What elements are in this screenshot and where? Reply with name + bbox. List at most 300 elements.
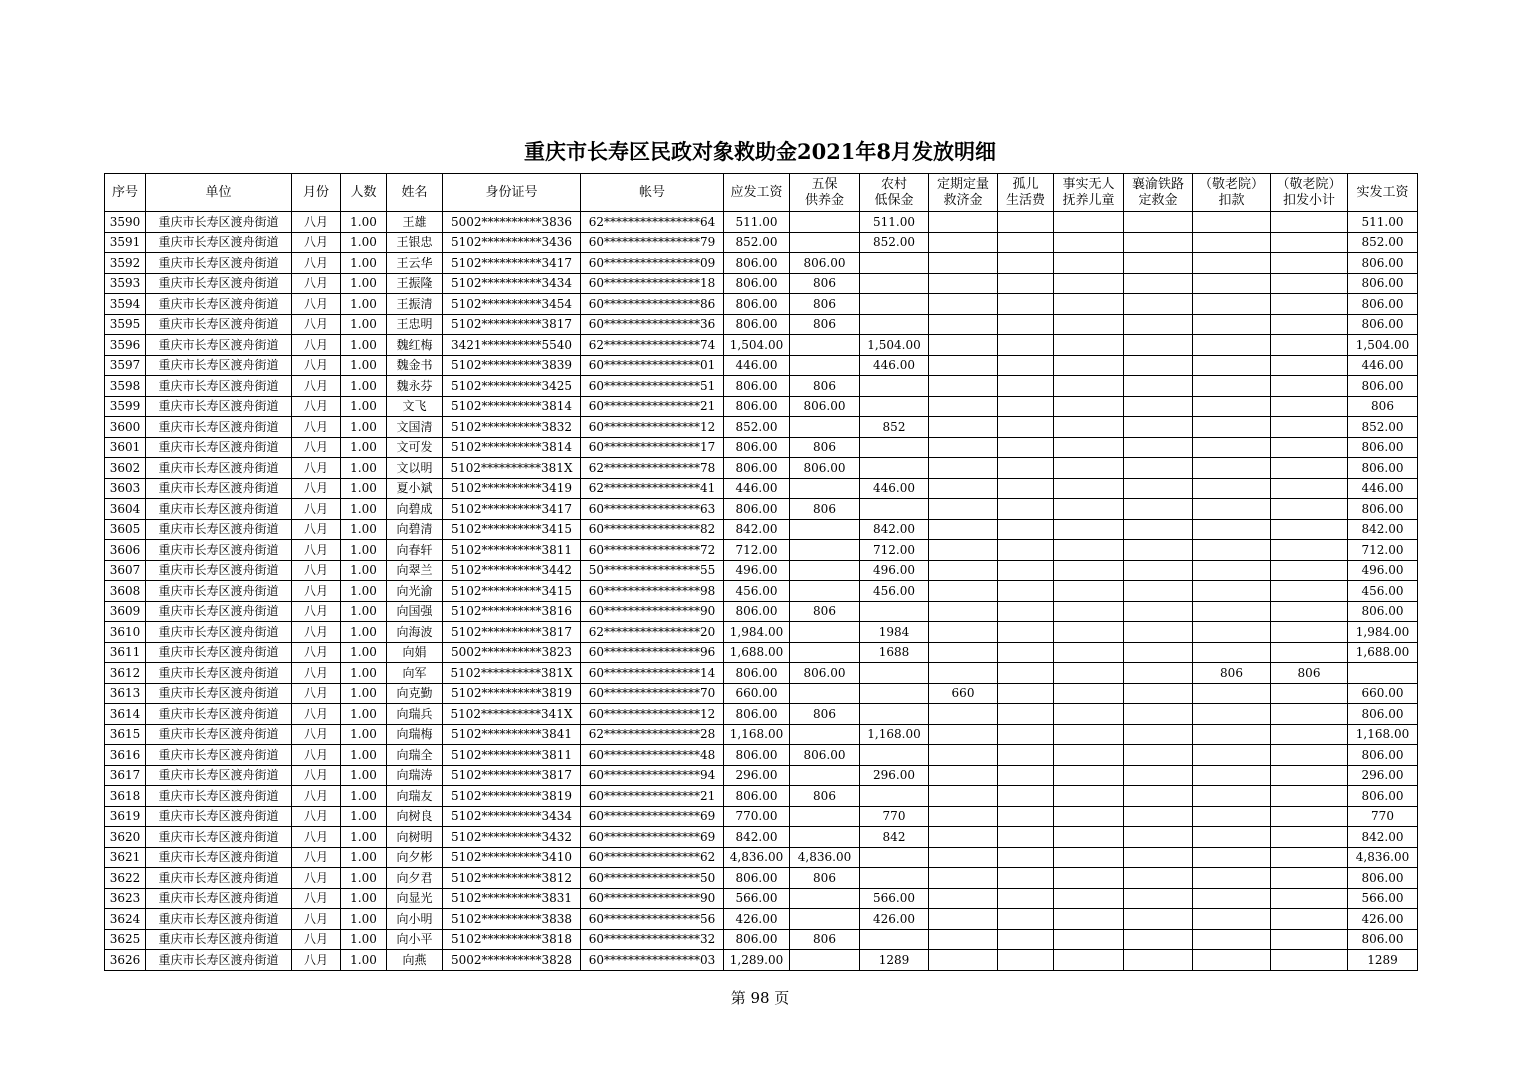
table-cell	[929, 355, 998, 376]
table-cell	[1271, 376, 1348, 397]
table-cell: 1.00	[341, 314, 387, 335]
table-cell: 3612	[105, 663, 146, 684]
table-cell: 八月	[292, 601, 341, 622]
table-cell: 842.00	[1348, 519, 1418, 540]
page-title: 重庆市长寿区民政对象救助金2021年8月发放明细	[523, 139, 997, 164]
table-cell: 八月	[292, 376, 341, 397]
table-cell: 3590	[105, 212, 146, 233]
table-row	[105, 683, 1418, 704]
table-cell: 八月	[292, 786, 341, 807]
table-cell: 3620	[105, 827, 146, 848]
table-cell	[1193, 355, 1271, 376]
table-cell	[1124, 745, 1193, 766]
table-cell: 770.00	[724, 806, 790, 827]
table-cell: 5102**********3817	[443, 622, 581, 643]
table-cell: 852.00	[724, 232, 790, 253]
table-cell: 重庆市长寿区渡舟街道	[146, 376, 292, 397]
table-cell	[929, 335, 998, 356]
table-cell	[929, 724, 998, 745]
table-cell	[1054, 417, 1124, 438]
table-cell: 1.00	[341, 253, 387, 274]
table-cell	[1124, 827, 1193, 848]
table-cell	[1124, 458, 1193, 479]
table-cell	[998, 273, 1054, 294]
table-cell	[998, 745, 1054, 766]
table-cell: 1.00	[341, 745, 387, 766]
table-cell: 向树良	[387, 806, 443, 827]
table-cell	[1054, 519, 1124, 540]
table-cell: 446.00	[860, 478, 929, 499]
table-cell	[1124, 335, 1193, 356]
table-cell: 5102**********3434	[443, 273, 581, 294]
table-cell	[790, 765, 860, 786]
table-cell	[1271, 704, 1348, 725]
table-cell	[1193, 273, 1271, 294]
table-cell: 5102**********3831	[443, 888, 581, 909]
table-cell: 426.00	[860, 909, 929, 930]
table-cell: 806	[790, 601, 860, 622]
table-cell	[790, 888, 860, 909]
table-cell: 806.00	[1348, 499, 1418, 520]
table-cell: 向瑞涛	[387, 765, 443, 786]
table-cell: 806.00	[724, 704, 790, 725]
table-cell	[1054, 847, 1124, 868]
table-cell: 1.00	[341, 683, 387, 704]
table-cell	[790, 909, 860, 930]
table-cell: 八月	[292, 355, 341, 376]
table-cell	[790, 335, 860, 356]
table-row	[105, 909, 1418, 930]
table-cell: 5102**********3425	[443, 376, 581, 397]
table-cell	[790, 232, 860, 253]
table-cell	[1271, 909, 1348, 930]
table-cell: 重庆市长寿区渡舟街道	[146, 314, 292, 335]
table-cell: 1.00	[341, 601, 387, 622]
table-cell: 3596	[105, 335, 146, 356]
table-cell: 60****************98	[581, 581, 724, 602]
table-cell	[860, 683, 929, 704]
table-cell	[1193, 950, 1271, 971]
table-cell: 重庆市长寿区渡舟街道	[146, 335, 292, 356]
table-cell: 806.00	[790, 253, 860, 274]
table-cell: 重庆市长寿区渡舟街道	[146, 478, 292, 499]
table-cell	[860, 704, 929, 725]
table-cell: 重庆市长寿区渡舟街道	[146, 745, 292, 766]
table-cell: 806.00	[1348, 253, 1418, 274]
table-cell: 806.00	[724, 253, 790, 274]
table-cell	[929, 253, 998, 274]
table-cell: 60****************12	[581, 417, 724, 438]
table-cell	[1193, 212, 1271, 233]
table-cell: 62****************20	[581, 622, 724, 643]
table-cell	[1271, 745, 1348, 766]
table-cell	[1124, 601, 1193, 622]
table-cell	[998, 950, 1054, 971]
table-cell: 1.00	[341, 212, 387, 233]
table-cell: 3591	[105, 232, 146, 253]
table-cell	[1054, 827, 1124, 848]
table-cell	[998, 519, 1054, 540]
table-cell	[929, 478, 998, 499]
table-cell: 60****************62	[581, 847, 724, 868]
table-cell: 60****************51	[581, 376, 724, 397]
table-cell	[998, 868, 1054, 889]
table-cell: 王银忠	[387, 232, 443, 253]
table-cell: 3601	[105, 437, 146, 458]
table-cell: 1.00	[341, 663, 387, 684]
table-cell: 806	[1348, 396, 1418, 417]
table-cell: 3625	[105, 929, 146, 950]
table-cell	[790, 622, 860, 643]
table-row	[105, 294, 1418, 315]
table-cell: 向克勤	[387, 683, 443, 704]
table-cell: 重庆市长寿区渡舟街道	[146, 888, 292, 909]
table-cell: 806.00	[724, 929, 790, 950]
table-cell: 1.00	[341, 888, 387, 909]
table-row	[105, 642, 1418, 663]
table-cell	[860, 868, 929, 889]
table-cell	[860, 786, 929, 807]
table-cell: 3608	[105, 581, 146, 602]
table-cell	[1054, 355, 1124, 376]
table-cell	[1054, 335, 1124, 356]
table-cell	[1124, 683, 1193, 704]
table-cell: 1,504.00	[860, 335, 929, 356]
table-cell	[998, 253, 1054, 274]
table-cell: 60****************70	[581, 683, 724, 704]
table-cell	[860, 314, 929, 335]
table-cell: 5102**********3817	[443, 765, 581, 786]
table-cell	[1054, 294, 1124, 315]
table-cell	[1193, 499, 1271, 520]
table-cell	[1193, 376, 1271, 397]
table-cell	[1193, 929, 1271, 950]
table-cell: 296.00	[860, 765, 929, 786]
table-cell: 806.00	[724, 396, 790, 417]
table-cell	[1193, 786, 1271, 807]
table-cell	[1124, 294, 1193, 315]
table-cell: 3613	[105, 683, 146, 704]
table-cell: 3600	[105, 417, 146, 438]
table-cell: 八月	[292, 683, 341, 704]
table-cell: 496.00	[724, 560, 790, 581]
table-cell: 向瑞友	[387, 786, 443, 807]
table-cell: 4,836.00	[724, 847, 790, 868]
table-cell	[1193, 335, 1271, 356]
table-cell	[860, 437, 929, 458]
table-cell: 62****************64	[581, 212, 724, 233]
table-cell: 496.00	[860, 560, 929, 581]
table-cell	[1193, 540, 1271, 561]
table-cell	[790, 581, 860, 602]
table-cell	[998, 847, 1054, 868]
table-cell: 八月	[292, 581, 341, 602]
table-cell: 八月	[292, 806, 341, 827]
table-cell	[1193, 417, 1271, 438]
table-cell: 806.00	[1348, 376, 1418, 397]
table-cell: 1,289.00	[724, 950, 790, 971]
table-cell: 62****************41	[581, 478, 724, 499]
table-cell: 重庆市长寿区渡舟街道	[146, 663, 292, 684]
table-cell: 806	[790, 273, 860, 294]
table-cell: 八月	[292, 232, 341, 253]
table-cell	[1054, 376, 1124, 397]
table-cell: 60****************21	[581, 786, 724, 807]
table-cell: 1.00	[341, 704, 387, 725]
table-cell: 62****************78	[581, 458, 724, 479]
column-header: 单位	[146, 174, 292, 212]
table-cell: 456.00	[724, 581, 790, 602]
table-cell	[1124, 909, 1193, 930]
column-header: 应发工资	[724, 174, 790, 212]
table-cell: 566.00	[1348, 888, 1418, 909]
table-cell: 60****************82	[581, 519, 724, 540]
table-cell	[929, 909, 998, 930]
table-cell: 重庆市长寿区渡舟街道	[146, 724, 292, 745]
table-cell	[1193, 253, 1271, 274]
table-cell: 712.00	[860, 540, 929, 561]
table-cell: 3623	[105, 888, 146, 909]
table-cell: 重庆市长寿区渡舟街道	[146, 642, 292, 663]
table-cell	[929, 396, 998, 417]
table-cell: 1.00	[341, 950, 387, 971]
table-row	[105, 478, 1418, 499]
table-cell	[1271, 540, 1348, 561]
table-cell	[860, 376, 929, 397]
table-cell: 向光渝	[387, 581, 443, 602]
table-cell: 向翠兰	[387, 560, 443, 581]
table-cell: 5102**********3434	[443, 806, 581, 827]
table-cell	[1271, 478, 1348, 499]
table-cell: 重庆市长寿区渡舟街道	[146, 437, 292, 458]
table-cell: 3614	[105, 704, 146, 725]
table-cell: 1,504.00	[1348, 335, 1418, 356]
table-cell: 5002**********3828	[443, 950, 581, 971]
table-cell	[860, 929, 929, 950]
table-cell: 5102**********3454	[443, 294, 581, 315]
table-row	[105, 724, 1418, 745]
table-cell: 八月	[292, 642, 341, 663]
table-cell	[860, 601, 929, 622]
table-cell: 1289	[1348, 950, 1418, 971]
table-cell: 5102**********3432	[443, 827, 581, 848]
table-cell: 806.00	[790, 745, 860, 766]
table-cell	[1054, 786, 1124, 807]
table-cell: 3599	[105, 396, 146, 417]
table-cell: 806.00	[790, 458, 860, 479]
table-cell: 5102**********3839	[443, 355, 581, 376]
table-cell: 60****************48	[581, 745, 724, 766]
table-cell	[1271, 847, 1348, 868]
table-cell	[929, 663, 998, 684]
table-cell: 1.00	[341, 581, 387, 602]
table-cell	[998, 212, 1054, 233]
table-cell: 456.00	[860, 581, 929, 602]
table-cell	[1193, 232, 1271, 253]
table-cell	[1271, 581, 1348, 602]
table-cell: 重庆市长寿区渡舟街道	[146, 560, 292, 581]
table-row	[105, 560, 1418, 581]
table-cell: 770	[860, 806, 929, 827]
table-cell	[1124, 929, 1193, 950]
table-cell	[1054, 581, 1124, 602]
table-cell: 712.00	[724, 540, 790, 561]
table-cell: 3605	[105, 519, 146, 540]
table-cell: 重庆市长寿区渡舟街道	[146, 499, 292, 520]
table-cell: 806.00	[1348, 314, 1418, 335]
table-row	[105, 847, 1418, 868]
table-cell: 1.00	[341, 786, 387, 807]
table-cell: 852.00	[860, 232, 929, 253]
table-cell: 3617	[105, 765, 146, 786]
table-cell	[1271, 888, 1348, 909]
table-cell	[1054, 765, 1124, 786]
table-cell	[1054, 314, 1124, 335]
table-cell	[1193, 314, 1271, 335]
header-row	[105, 174, 1418, 212]
table-cell	[1193, 724, 1271, 745]
table-cell: 5102**********3817	[443, 314, 581, 335]
table-cell: 806	[790, 929, 860, 950]
column-header: 序号	[105, 174, 146, 212]
table-cell	[1193, 683, 1271, 704]
table-row	[105, 827, 1418, 848]
table-cell	[998, 642, 1054, 663]
table-cell: 八月	[292, 663, 341, 684]
table-cell	[998, 294, 1054, 315]
table-cell: 5102**********3442	[443, 560, 581, 581]
table-cell: 1.00	[341, 929, 387, 950]
table-cell	[1348, 663, 1418, 684]
table-cell	[790, 560, 860, 581]
table-cell: 重庆市长寿区渡舟街道	[146, 273, 292, 294]
table-cell	[1193, 642, 1271, 663]
table-cell	[1124, 622, 1193, 643]
table-cell: 重庆市长寿区渡舟街道	[146, 868, 292, 889]
table-cell: 5102**********3814	[443, 396, 581, 417]
table-cell	[998, 622, 1054, 643]
table-cell: 八月	[292, 540, 341, 561]
table-cell: 842.00	[724, 827, 790, 848]
table-cell: 1688	[860, 642, 929, 663]
table-cell: 重庆市长寿区渡舟街道	[146, 847, 292, 868]
table-cell	[1054, 396, 1124, 417]
table-cell	[929, 314, 998, 335]
table-cell	[998, 335, 1054, 356]
table-cell	[860, 396, 929, 417]
table-cell: 重庆市长寿区渡舟街道	[146, 909, 292, 930]
table-cell	[998, 478, 1054, 499]
table-cell: 806	[790, 499, 860, 520]
table-cell	[1193, 745, 1271, 766]
table-cell: 向碧清	[387, 519, 443, 540]
table-cell: 1.00	[341, 458, 387, 479]
table-cell	[1271, 273, 1348, 294]
table-cell	[1054, 253, 1124, 274]
table-cell: 842.00	[860, 519, 929, 540]
table-cell	[929, 745, 998, 766]
table-cell: 八月	[292, 827, 341, 848]
table-cell: 511.00	[860, 212, 929, 233]
table-cell: 重庆市长寿区渡舟街道	[146, 253, 292, 274]
table-cell	[998, 581, 1054, 602]
table-cell	[929, 437, 998, 458]
table-cell	[998, 232, 1054, 253]
table-cell: 重庆市长寿区渡舟街道	[146, 294, 292, 315]
table-cell	[929, 642, 998, 663]
table-cell	[1054, 663, 1124, 684]
table-cell	[1124, 868, 1193, 889]
table-cell	[929, 417, 998, 438]
table-cell	[1124, 519, 1193, 540]
table-cell	[998, 560, 1054, 581]
table-cell: 文飞	[387, 396, 443, 417]
table-cell	[860, 458, 929, 479]
table-cell	[1271, 437, 1348, 458]
table-cell	[929, 560, 998, 581]
table-cell: 向夕君	[387, 868, 443, 889]
table-cell	[1054, 212, 1124, 233]
table-cell: 1,984.00	[1348, 622, 1418, 643]
table-cell: 296.00	[724, 765, 790, 786]
table-cell: 1984	[860, 622, 929, 643]
table-cell	[1193, 478, 1271, 499]
table-cell: 770	[1348, 806, 1418, 827]
table-cell: 60****************21	[581, 396, 724, 417]
table-cell: 5002**********3836	[443, 212, 581, 233]
table-cell: 1.00	[341, 540, 387, 561]
table-cell	[998, 704, 1054, 725]
table-row	[105, 622, 1418, 643]
table-cell: 1.00	[341, 396, 387, 417]
table-cell: 60****************69	[581, 806, 724, 827]
table-cell: 5102**********3814	[443, 437, 581, 458]
table-cell: 3602	[105, 458, 146, 479]
table-cell: 806.00	[1348, 601, 1418, 622]
table-cell: 向军	[387, 663, 443, 684]
table-cell	[1124, 212, 1193, 233]
table-cell: 魏永芬	[387, 376, 443, 397]
table-cell: 八月	[292, 560, 341, 581]
table-cell: 842	[860, 827, 929, 848]
table-cell: 重庆市长寿区渡舟街道	[146, 622, 292, 643]
table-cell: 1.00	[341, 806, 387, 827]
column-header: 姓名	[387, 174, 443, 212]
table-row	[105, 376, 1418, 397]
table-cell: 1,984.00	[724, 622, 790, 643]
table-cell: 3606	[105, 540, 146, 561]
table-cell	[1271, 950, 1348, 971]
table-cell: 1289	[860, 950, 929, 971]
table-cell: 496.00	[1348, 560, 1418, 581]
table-cell: 446.00	[724, 478, 790, 499]
table-cell	[998, 786, 1054, 807]
table-cell: 852.00	[1348, 417, 1418, 438]
table-cell: 3615	[105, 724, 146, 745]
table-cell	[998, 663, 1054, 684]
table-cell: 60****************72	[581, 540, 724, 561]
table-cell	[1054, 642, 1124, 663]
table-cell: 5102**********3415	[443, 581, 581, 602]
table-cell: 向瑞兵	[387, 704, 443, 725]
table-cell: 806	[790, 786, 860, 807]
table-cell: 1,688.00	[1348, 642, 1418, 663]
table-cell	[998, 601, 1054, 622]
table-row	[105, 663, 1418, 684]
table-row	[105, 786, 1418, 807]
table-cell: 八月	[292, 929, 341, 950]
table-cell: 魏金书	[387, 355, 443, 376]
